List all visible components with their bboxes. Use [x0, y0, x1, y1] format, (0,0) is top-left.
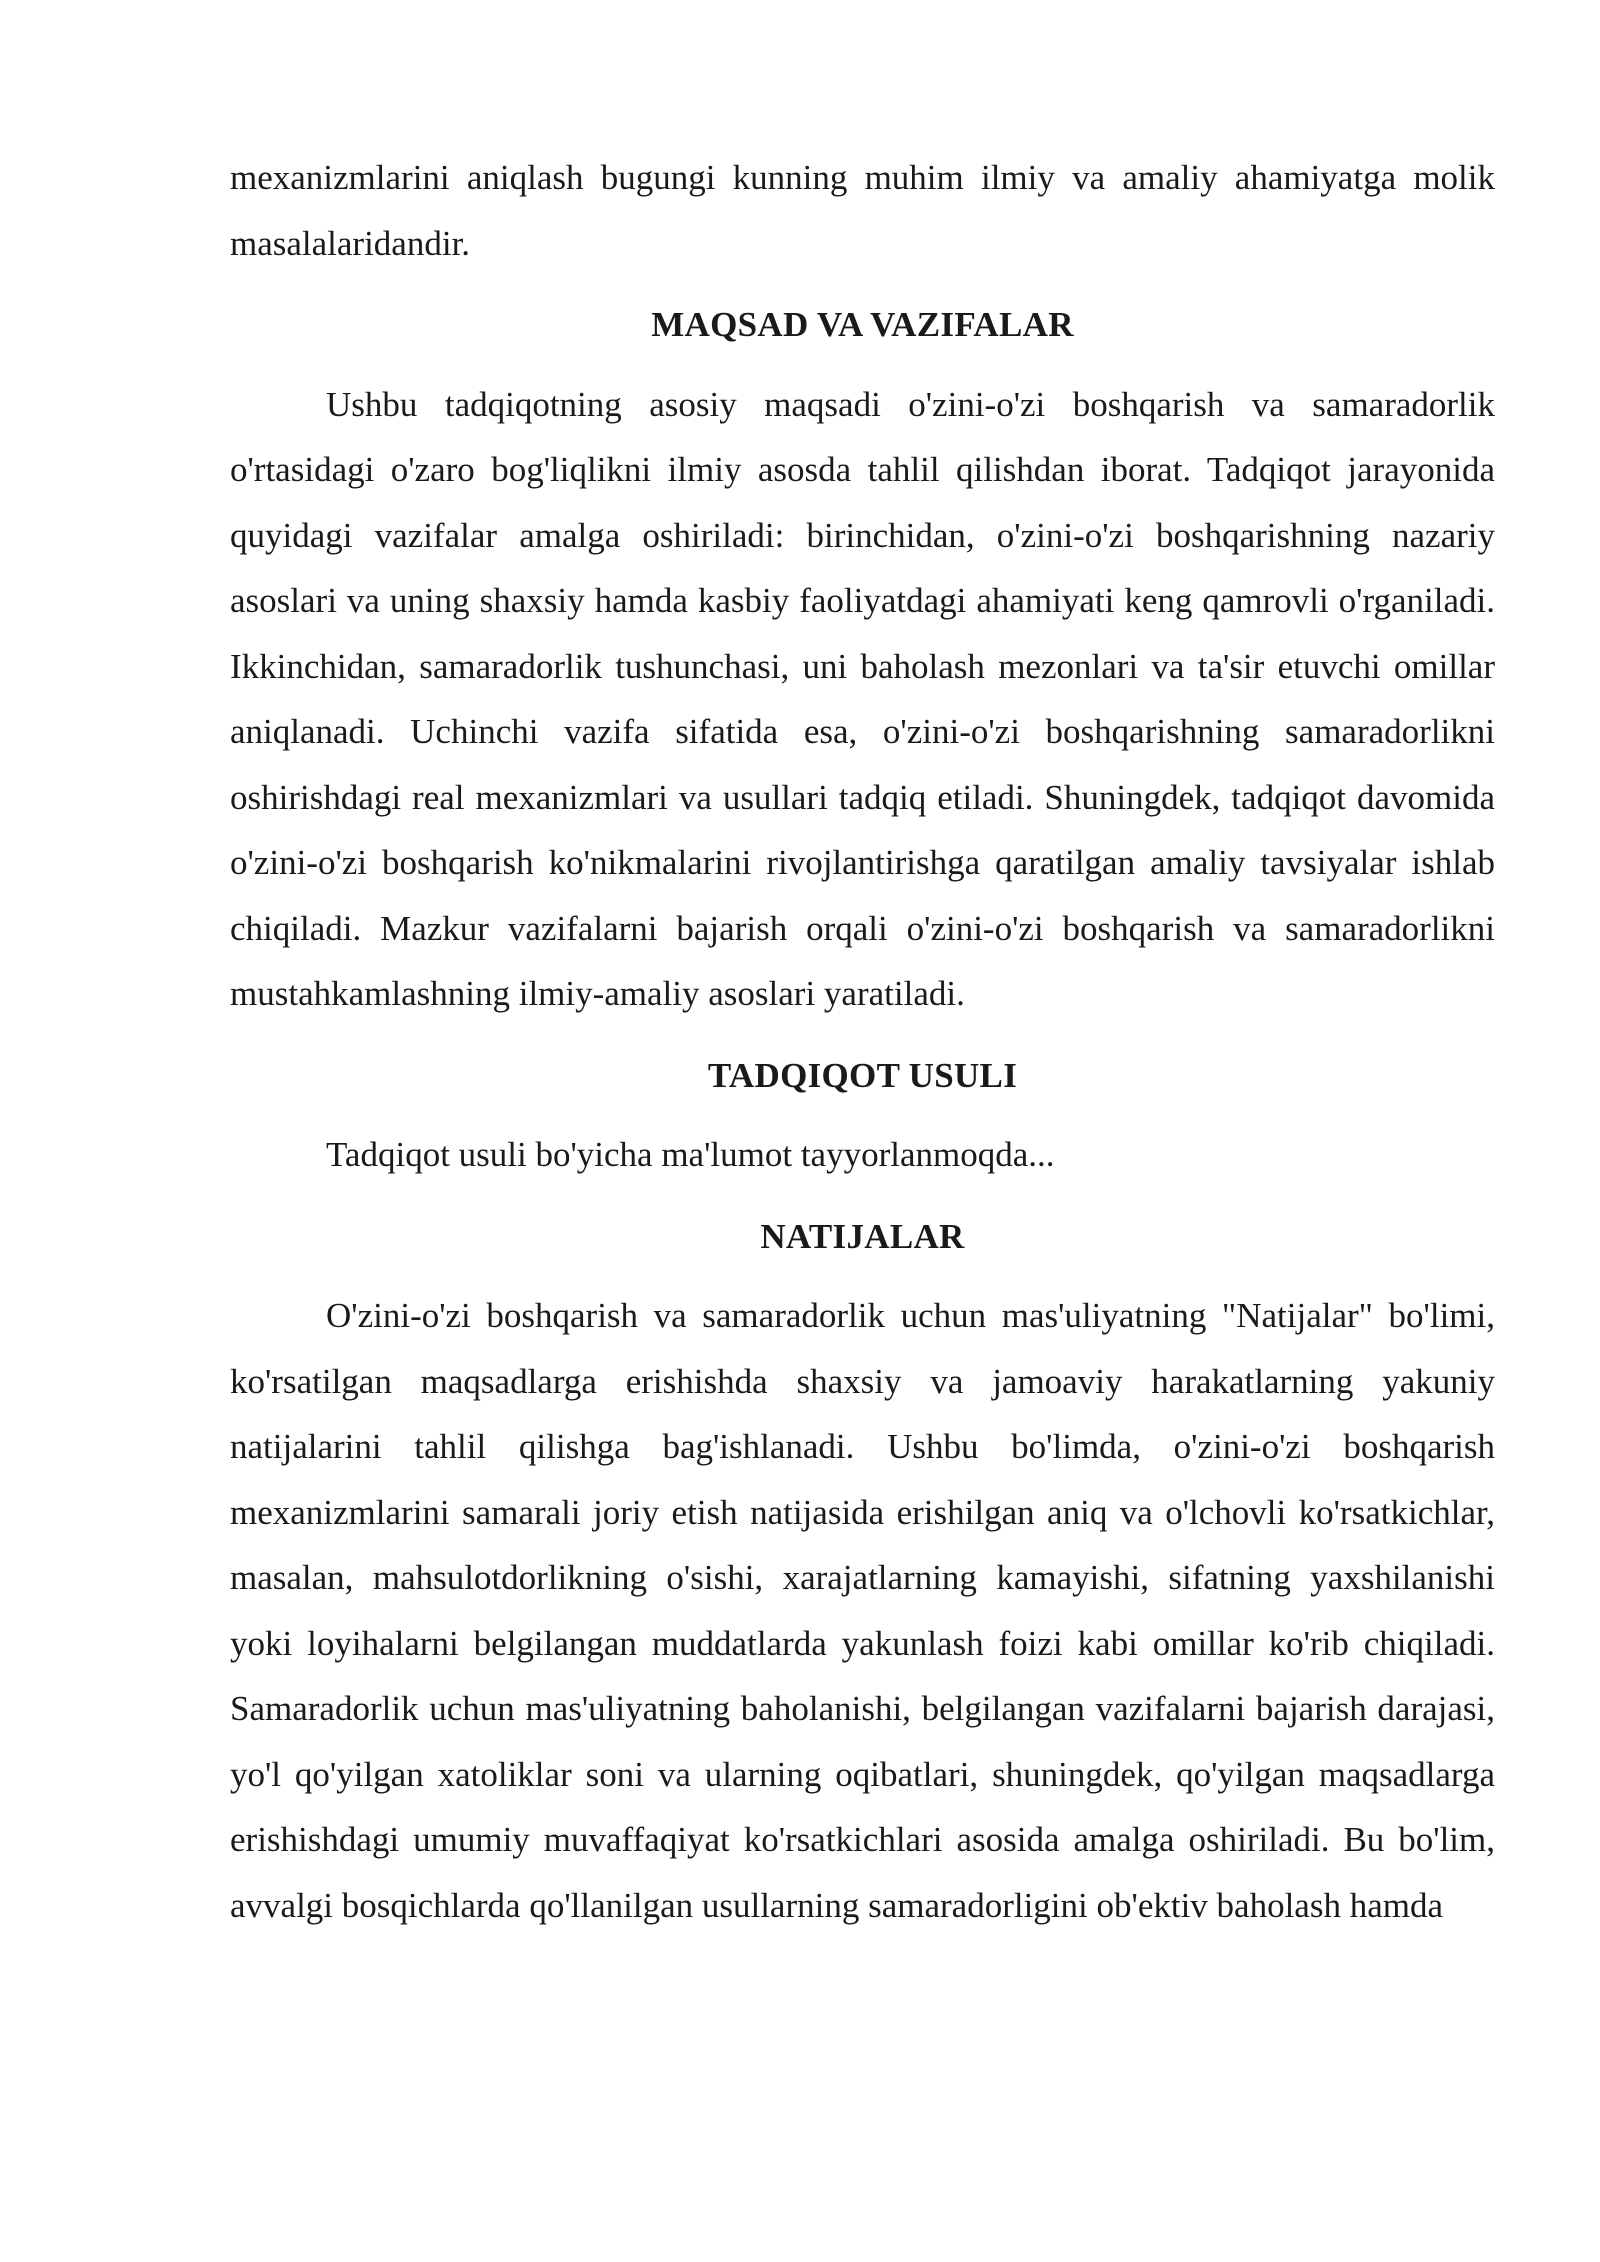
section-body-usul: Tadqiqot usuli bo'yicha ma'lumot tayyorlanmoqda...: [326, 1135, 1055, 1174]
section-heading-natijalar: NATIJALAR: [760, 1216, 965, 1256]
section-body-maqsad: Ushbu tadqiqotning asosiy maqsadi o'zini-o'zi boshqarish va samaradorlik o'rtasidagi o'zaro bog'liqlikni ilmiy asosda tahlil qilishdan iborat. Tadqiqot jarayonida quyidagi vazifalar amalga oshiriladi: birinchidan, o'zini-o'zi boshqarishning nazariy asoslari va uning shaxsiy hamda kasbiy faoliyatdagi ahamiyati keng qamrovli o'rganiladi. Ikkinchidan, samaradorlik tushunchasi, uni baholash mezonlari va ta'sir etuvchi omillar aniqlanadi. Uchinchi vazifa sifatida esa, o'zini-o'zi boshqarishning samaradorlikni oshirishdagi real mexanizmlari va usullari tadqiq etiladi. Shuningdek, tadqiqot davomida o'zini-o'zi boshqarish ko'nikmalarini rivojlantirishga qaratilgan amaliy tavsiyalar ishlab chiqiladi. Mazkur vazifalarni bajarish orqali o'zini-o'zi boshqarish va samaradorlikni mustahkamlashning ilmiy-amaliy asoslari yaratiladi.: [230, 384, 1495, 1013]
intro-paragraph: mexanizmlarini aniqlash bugungi kunning muhim ilmiy va amaliy ahamiyatga molik masalalaridandir.: [230, 158, 1495, 263]
section-body-natijalar: O'zini-o'zi boshqarish va samaradorlik uchun mas'uliyatning "Natijalar" bo'limi, ko'rsatilgan maqsadlarga erishishda shaxsiy va jamoaviy harakatlarning yakuniy natijalarini tahlil qilishga bag'ishlanadi. Ushbu bo'limda, o'zini-o'zi boshqarish mexanizmlarini samarali joriy etish natijasida erishilgan aniq va o'lchovli ko'rsatkichlar, masalan, mahsulotdorlikning o'sishi, xarajatlarning kamayishi, sifatning yaxshilanishi yoki loyihalarni belgilangan muddatlarda yakunlash foizi kabi omillar ko'rib chiqiladi. Samaradorlik uchun mas'uliyatning baholanishi, belgilangan vazifalarni bajarish darajasi, yo'l qo'yilgan xatoliklar soni va ularning oqibatlari, shuningdek, qo'yilgan maqsadlarga erishishdagi umumiy muvaffaqiyat ko'rsatkichlari asosida amalga oshiriladi. Bu bo'lim, avvalgi bosqichlarda qo'llanilgan usullarning samaradorligini ob'ektiv baholash hamda: [230, 1296, 1495, 1925]
section-heading-usul: TADQIQOT USULI: [707, 1055, 1018, 1095]
section-heading-maqsad: MAQSAD VA VAZIFALAR: [651, 305, 1074, 344]
document-content: [230, 145, 1495, 1938]
